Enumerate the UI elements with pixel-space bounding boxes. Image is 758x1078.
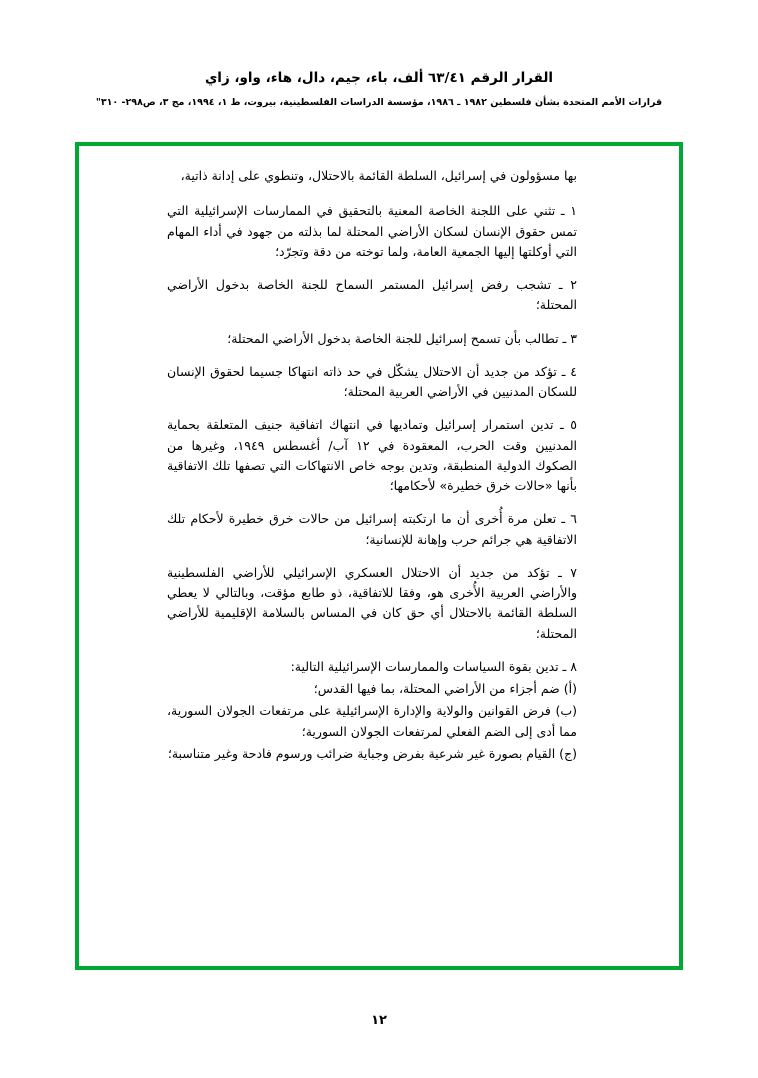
paragraph-item-5: ٥ ـ تدين استمرار إسرائيل وتمادیها في انتهاك اتفاقية جنيف المتعلقة بحماية المدنيين وقت الحرب، المعقودة في ١٢ آب/ أغسطس ١٩٤٩، وغيرها من الصكوك الدولية المنطبقة، وتدين بوجه خاص الانتهاكات التي تصفها تلك الاتفاقية بأنها «حالات خرق خطيرة» لأحكامها؛ bbox=[167, 417, 578, 493]
paragraph-item-8c: (ج) القيام بصورة غير شرعية بفرض وجباية ضرائب ورسوم فادحة وغير متناسبة؛ bbox=[167, 745, 577, 761]
document-header bbox=[0, 68, 758, 110]
page-title: القرار الرقم ٦٣/٤١ ألف، باء، جيم، دال، هاء، واو، زاي bbox=[204, 70, 554, 86]
paragraph-item-4: ٤ ـ تؤكد من جديد أن الاحتلال يشكّل في حد ذاته انتهاكا جسيما لحقوق الإنسان للسكان المدنيين في الأراضي العربية المحتلة؛ bbox=[167, 363, 577, 399]
paragraph-item-6: ٦ ـ تعلن مرة أُخرى أن ما ارتكبته إسرائيل من حالات خرق خطيرة لأحكام تلك الاتفاقية هي جرائم حرب وإهانة للإنسانية؛ bbox=[167, 511, 577, 547]
body-text-column bbox=[167, 166, 577, 766]
paragraph-item-8b: (ب) فرض القوانين والولاية والإدارة الإسرائيلية على مرتفعات الجولان السورية، مما أدى إلى الضم الفعلي لمرتفعات الجولان السورية؛ bbox=[167, 703, 577, 739]
paragraph-item-8a: (أ) ضم أجزاء من الأراضي المحتلة، بما فيها القدس؛ bbox=[313, 681, 577, 696]
content-frame bbox=[75, 142, 683, 970]
paragraph-item-2: ٢ ـ تشجب رفض إسرائيل المستمر السماح للجنة الخاصة بدخول الأراضي المحتلة؛ bbox=[167, 277, 577, 313]
paragraph-item-3: ٣ ـ تطالب بأن تسمح إسرائيل للجنة الخاصة بدخول الأراضي المحتلة؛ bbox=[227, 330, 577, 346]
source-citation: قرارات الأمم المتحدة بشأن فلسطين ١٩٨٢ ـ ١٩٨٦، مؤسسة الدراسات الفلسطينية، بيروت، ط ١، ١٩٩٤، مج ٣، ص٢٩٨- ٣١٠" bbox=[95, 97, 663, 109]
paragraph-item-8: ٨ ـ تدين بقوة السياسات والممارسات الإسرائيلية التالية: bbox=[290, 658, 577, 674]
paragraph-lead: بها مسؤولون في إسرائيل، السلطة القائمة بالاحتلال، وتنطوي على إدانة ذاتية، bbox=[180, 168, 577, 183]
page-number: ١٢ bbox=[371, 1013, 387, 1028]
paragraph-item-7: ٧ ـ تؤكد من جديد أن الاحتلال العسكري الإسرائيلي للأراضي الفلسطينية والأراضي العربية الأُخرى هو، وفقا للاتفاقية، ذو طابع مؤقت، وبالتالي لا يعطي السلطة القائمة بالاحتلال أي حق كان في المساس بالسلامة الإقليمية للأراضي المحتلة؛ bbox=[167, 564, 577, 641]
paragraph-item-1: ١ ـ تثني على اللجنة الخاصة المعنية بالتحقيق في الممارسات الإسرائيلية التي تمس حقوق الإنسان لسكان الأراضي المحتلة لما بذلته من جهود في أداء المهام التي أوكلتها إليها الجمعية العامة، ولما توخته من دقة وتجرّد؛ bbox=[167, 203, 577, 259]
